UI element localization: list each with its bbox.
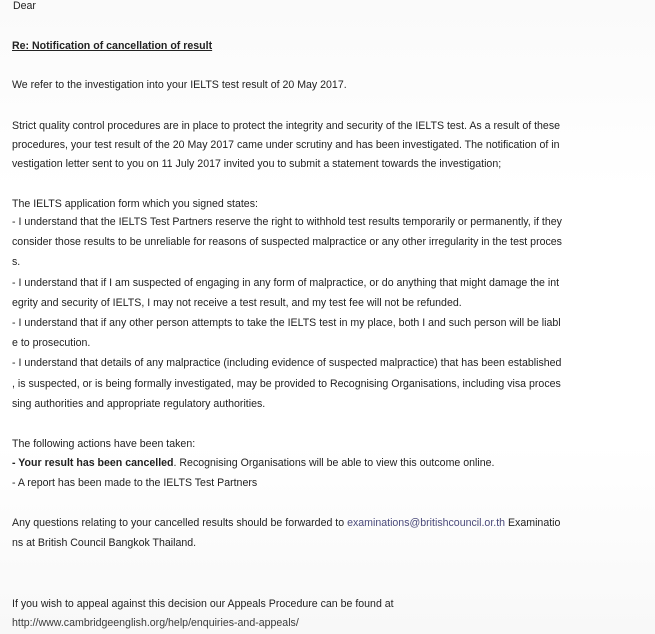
statement-line: - I understand that if I am suspected of engaging in any form of malpractice, or do anything that might damage the int xyxy=(12,277,560,289)
statement-line: , is suspected, or is being formally investigated, may be provided to Recognising Organisations, including visa proces xyxy=(12,378,561,390)
statement-line: - I understand that the IELTS Test Partners reserve the right to withhold test results temporarily or permanently, if they xyxy=(12,216,562,228)
statement-line: - I understand that if any other person attempts to take the IELTS test in my place, both I and such person will be liabl xyxy=(12,317,561,329)
statement-line: e to prosecution. xyxy=(12,337,91,349)
statement-line: - I understand that details of any malpractice (including evidence of suspected malpractice) that has been established xyxy=(12,357,562,369)
statement-line: egrity and security of IELTS, I may not receive a test result, and my test fee will not be refunded. xyxy=(12,297,462,309)
statement-line: s. xyxy=(12,256,21,268)
para1-line3: vestigation letter sent to you on 11 July 2017 invited you to submit a statement towards the investigation; xyxy=(12,158,502,170)
appeals-url-link[interactable]: http://www.cambridgeenglish.org/help/enquiries-and-appeals/ xyxy=(12,617,299,629)
action-cancelled-rest: . Recognising Organisations will be able to view this outcome online. xyxy=(173,457,495,469)
para1-line1: Strict quality control procedures are in place to protect the integrity and security of the IELTS test. As a result of these xyxy=(12,120,561,132)
action-report: - A report has been made to the IELTS Test Partners xyxy=(12,477,258,489)
form-intro: The IELTS application form which you signed states: xyxy=(12,198,258,210)
statement-line: sing authorities and appropriate regulatory authorities. xyxy=(12,398,266,410)
questions-line1 xyxy=(12,517,560,530)
subject-line: Re: Notification of cancellation of result xyxy=(12,40,213,52)
questions-post: Examinatio xyxy=(505,517,561,529)
appeal-text: If you wish to appeal against this decision our Appeals Procedure can be found at xyxy=(12,598,394,610)
actions-intro: The following actions have been taken: xyxy=(12,438,196,450)
para1-line2: procedures, your test result of the 20 May 2017 came under scrutiny and has been investigated. The notification of in xyxy=(12,139,560,151)
contact-email-link[interactable]: examinations@britishcouncil.or.th xyxy=(347,517,506,529)
questions-pre: Any questions relating to your cancelled results should be forwarded to xyxy=(12,517,348,529)
statement-line: consider those results to be unreliable for reasons of suspected malpractice or any other irregularity in the test proces xyxy=(12,236,562,248)
intro-paragraph: We refer to the investigation into your IELTS test result of 20 May 2017. xyxy=(12,79,347,91)
action-cancelled-bold: - Your result has been cancelled xyxy=(12,457,174,469)
action-cancelled xyxy=(12,457,494,470)
greeting: Dear xyxy=(13,0,36,12)
questions-line2: ns at British Council Bangkok Thailand. xyxy=(12,537,197,549)
